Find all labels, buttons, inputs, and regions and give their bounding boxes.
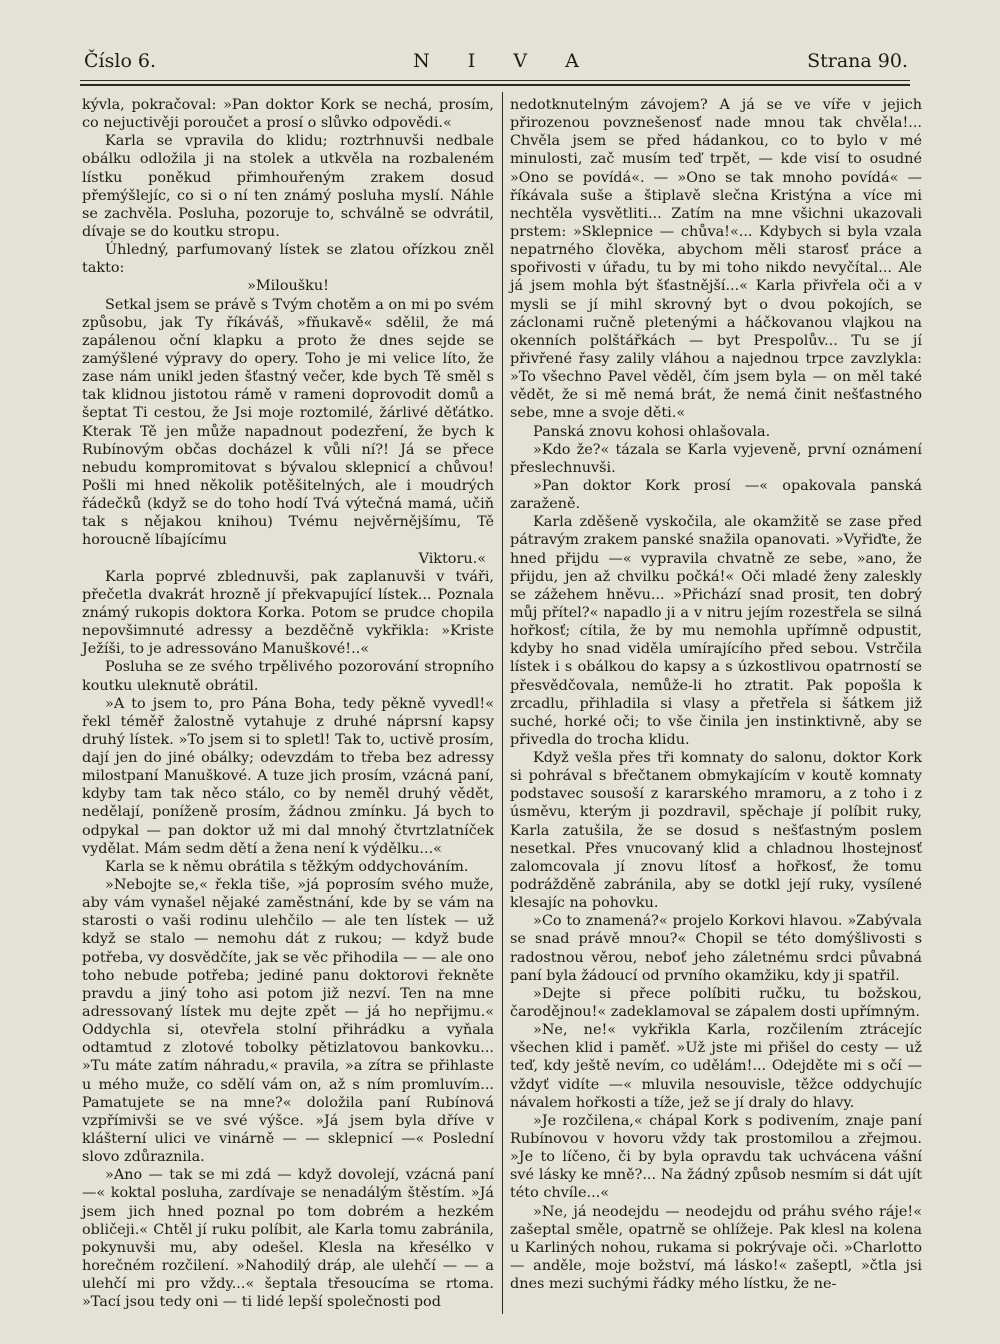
paragraph: »Miloušku! bbox=[247, 278, 329, 295]
paragraph: »Ano — tak se mi zdá — když dovolejí, vzácná paní —« koktal posluha, zardívaje se nenadálým štěstím. »Já jsem jich hned poznal po tom dobrém a hezkém obličeji.« Chtěl jí ruku políbit, ale Karla tomu zabránila, pokynuvši mu, aby odešel. Klesla na křesélko v horečném rozčilení. »Nahodilý dráp, ale ulehčí — — a ulehčí mi pro vždy...« šeptala třesoucíma se rtoma. »Tací jsou tedy oni — ti lidé lepší společnosti pod bbox=[82, 1167, 494, 1311]
paragraph: »Co to znamená?« projelo Korkovi hlavou. »Zabývala se snad právě mnou?« Chopil se této domýšlivosti s radostnou věrou, neboť jeho záletnému srdci půvabná paní byla žádoucí od prvního okamžiku, kdy ji spatřil. bbox=[510, 913, 922, 984]
paragraph: »Pan doktor Kork prosí —« opakovala panská zaraženě. bbox=[510, 477, 922, 513]
page-number: Strana 90. bbox=[807, 50, 908, 72]
paragraph: »Kdo že?« tázala se Karla vyjeveně, první oznámení přeslechnuvši. bbox=[510, 441, 922, 476]
paragraph: Setkal jsem se právě s Tvým chotěm a on mi po svém způsobu, jak Ty říkáváš, »fňukavě« sdělil, že má zapálenou oční klapku a proto že dnes sejde se zamýšlené výpravy do opery. Toho je mi velice líto, že zase nám unikl jeden šťastný večer, kde bych Tě směl s tak klidnou jistotou rámě v rameni doprovodit domů a šeptat Ti cestou, že Jsi moje roztomilé, žárlivé děťátko. Kterak Tě jen může napadnout podezření, že bych k Rubínovým občas docházel k vůli ní?! Já se přece nebudu kompromitovat s bývalou sklepnicí a chůvou! Pošli mi hned několik potěšitelných, ale i moudrých řádečků (když se do toho hodí Tvá výtečná mamá, učiň tak s nějakou knihou) Tvému nejvěrnějšímu, Tě horoucně líbajícímu bbox=[82, 296, 494, 549]
paragraph: Karla se k němu obrátila s těžkým oddychováním. bbox=[105, 858, 469, 875]
paragraph: Posluha se ze svého trpělivého pozorování stropního koutku uleknutě obrátil. bbox=[82, 659, 494, 694]
paragraph: »A to jsem to, pro Pána Boha, tedy pěkně vyvedl!« řekl téměř žalostně vytahuje z druhé náprsní kapsy druhý lístek. »To jsem si to spletl! Tak to, uctivě prosím, dají jen do jiné obálky; odevzdám to třeba bez adressy milostpaní Manuškové. A tuze jich prosím, vzácná paní, kdyby tam tak něco stálo, co by neměl druhý vědět, nedělají, poníženě prosím, žádnou zmínku. Já bych to odpykal — pan doktor už mi dal mnohý čtvrtzlatníček vydělat. Mám sedm dětí a žena není k výdělku...« bbox=[82, 695, 494, 857]
issue-number: Číslo 6. bbox=[84, 50, 157, 72]
page-header bbox=[84, 50, 908, 76]
paragraph: Úhledný, parfumovaný lístek se zlatou ořízkou zněl takto: bbox=[82, 242, 494, 277]
paragraph: »Ne, já neodejdu — neodejdu od práhu svého ráje!« zašeptal směle, opatrně se ohlížeje. Pak klesl na kolena u Karliných nohou, rukama si pokrývaje oči. »Charlotto — anděle, moje božství, má lásko!« zašeptl, »čtla jsi dnes mezi suchými řádky mého lístku, že ne- bbox=[510, 1203, 922, 1293]
magazine-title: N I V A bbox=[413, 50, 595, 72]
header-rule-double bbox=[80, 84, 910, 86]
left-column bbox=[82, 96, 494, 1311]
paragraph: Karla poprvé zblednuvši, pak zaplanuvši v tváři, přečetla dvakrát hrozně jí překvapující lístek... Poznala známý rukopis doktora Korka. Potom se prudce chopila nepovšimnuté adressy a bezděčně vykřikla: »Kriste Ježíši, to je adressováno Manuškové!..« bbox=[82, 568, 494, 658]
right-column bbox=[510, 96, 922, 1293]
paragraph: »Je rozčilena,« chápal Kork s podivením, znaje paní Rubínovou v hovoru vždy tak prostomilou a zřejmou. »Je to líčeno, či by byla opravdu tak uchvácena vášní své lásky ke mně?... Na žádný způsob nesmím si dát ujít této chvíle...« bbox=[510, 1112, 922, 1202]
column-divider bbox=[502, 92, 503, 1314]
paragraph: Karla zděšeně vyskočila, ale okamžitě se zase před pátravým zrakem panské snažila opanovati. »Vyřiďte, že hned přijdu —« vypravila chvatně ze sebe, »ano, že přijdu, jen až chvilku počká!« Oči mladé ženy zaleskly se zážehem hněvu... »Přichází snad prosit, ten dobrý můj přítel?« napadlo ji a v nitru jejím rozestřela se silná hořkosť; cítila, že by mu nemohla upřímně odpustit, kdyby ho snad viděla umírajícího před sebou. Vstrčila lístek i s obálkou do kapsy a s úzkostlivou opatrností se přesvědčovala, nemůže-li ho ztratit. Pak popošla k zrcadlu, přihladila si vlasy a přetřela si šátkem již suché, horké oči; to vše činila jen instinktivně, aby se přivedla do trocha klidu. bbox=[510, 514, 922, 748]
header-rule bbox=[80, 80, 910, 81]
paragraph: »Ne, ne!« vykřikla Karla, rozčilením ztrácejíc všechen klid i paměť. »Už jste mi přišel do cesty — už teď, kdy ještě nevím, co udělám!... Odejděte mi s očí — vždyť vidíte —« mluvila nesouvisle, těžce oddychujíc návalem hořkosti a tíže, jež se jí draly do hlavy. bbox=[510, 1022, 922, 1111]
paragraph: Když vešla přes tři komnaty do salonu, doktor Kork si pohrával s břečtanem obmykajícím v koutě komnaty podstavec sousoší z kararského mramoru, a z toho i z úsměvu, kterým ji pozdravil, spěchaje jí políbit ruky, Karla zatušila, že se dosud s nešťastným poslem nesetkal. Přes vnucovaný klid a chladnou lhostejnosť zalomcovala jí znovu lítosť a hořkosť, že tomu podrážděně zabránila, aby se dotkl její ruky, vysílené klesajíc na pohovku. bbox=[510, 750, 922, 912]
paragraph: »Dejte si přece políbiti ručku, tu božskou, čarodějnou!« zadeklamoval se zápalem dosti upřímným. bbox=[510, 985, 922, 1021]
paragraph: Viktoru.« bbox=[418, 550, 486, 567]
paragraph: kývla, pokračoval: »Pan doktor Kork se nechá, prosím, co nejuctivěji poroučet a prosí o slůvko odpovědi.« bbox=[82, 97, 494, 132]
paragraph: Panská znovu kohosi ohlašovala. bbox=[533, 423, 771, 440]
paragraph: »Nebojte se,« řekla tiše, »já poprosím svého muže, aby vám vynašel nějaké zaměstnání, kde by se vám na starosti o vaši rodinu ulehčilo — ale ten lístek — už když se stalo — nemohu dát z rukou; — když bude potřeba, vy dosvědčíte, jak se věc přihodila — — ale ono toho nebude potřeba; jediné panu doktorovi řekněte pravdu a jiný toho asi potom již nezví. Ten na mne adressovaný lístek mu dejte zpět — já ho nepřijmu.« Oddychla si, otevřela stolní přihrádku a vyňala odtamtud z zlotové tobolky pětizlatovou bankovku... »Tu máte zatím náhradu,« pravila, »a zítra se přihlaste u mého muže, co sdělí vám on, až s ním promluvím... Pamatujete se na mne?« doložila paní Rubínová vzpřímivši se ve své výšce. »Já jsem byla dříve v klášterní ulici ve vinárně — — sklepnicí —« Poslední slovo zdůraznila. bbox=[82, 877, 494, 1166]
paragraph: Karla se vpravila do klidu; roztrhnuvši nedbale obálku odložila ji na stolek a utkvěla na rozbaleném lístku poněkud přimhouřeným zrakem dosud přemýšlejíc, co si o ní ten známý posluha myslí. Náhle se zachvěla. Posluha, pozoruje to, schválně se odvrátil, dívaje se do koutku stropu. bbox=[82, 133, 494, 240]
paragraph: nedotknutelným závojem? A já se ve víře v jejich přirozenou povznešenosť nade mnou tak chvěla!... Chvěla jsem se před hádankou, co to bylo v mé minulosti, zač musím teď trpět, — kde visí to osudné »Ono se povídá«. — »Ono se tak mnoho povídá« — říkávala suše a štiplavě slečna Kristýna a více mi nechtěla vysvětliti... Zatím na mne všichni ukazovali prstem: »Sklepnice — chůva!«... Kdybych si byla vzala nepatrného člověka, abychom měli starosť práce a spořivosti v úřadu, tu by mi toho nikdo nevyčítal... Ale já jsem mohla být šťastnější...« Karla přivřela oči a v mysli se jí mihl skrovný byt o dvou pokojích, se záclonami ručně pletenými a háčkovanou vlajkou na okenních polštářkách — byt Prespolův... Tu se jí přivřené řasy zalily vláhou a najednou trpce zavzlykla: »To všechno Pavel věděl, čím jsem byla — on měl také vědět, že si mě nemá brát, že nemá činit nešťastného sebe, mne a svoje děti.« bbox=[510, 97, 922, 422]
